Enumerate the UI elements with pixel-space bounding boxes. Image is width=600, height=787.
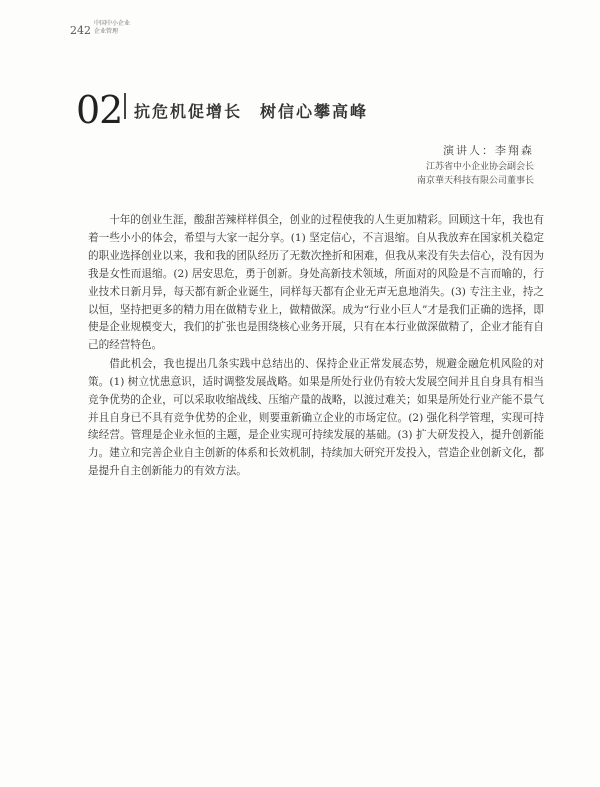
header-line: 中国中小企业	[94, 20, 131, 27]
speaker-role: 江苏省中小企业协会副会长	[425, 162, 534, 172]
paragraph: 借此机会，我也提出几条实践中总结出的、保持企业正常发展态势，规避金融危机风险的对策。(1) 树立忧患意识，适时调整发展战略。如果是所处行业仍有较大发展空间并且自身具有相当竞争优势的企业，可以采取收缩战线、压缩产量的战略，以渡过难关；如果是所处行业产能不景气并且自身已不具有竞争优势的企业，则要重新确立企业的市场定位。(2) 强化科学管理，实现可持续经营。管理是企业永恒的主题，是企业实现可持续发展的基础。(3) 扩大研发投入，提升创新能力。建立和完善企业自主创新的体系和长效机制，持续加大研究开发投入，营造企业创新文化，都是提升自主创新能力的有效方法。	[88, 357, 544, 478]
speaker-role: 南京華天科技有限公司董事长	[416, 176, 534, 186]
article-body	[88, 212, 544, 482]
page-number: 242	[70, 24, 91, 37]
speaker-name: 演讲人：李翔森	[443, 144, 534, 157]
chapter-number: 02	[76, 88, 123, 132]
paragraph: 十年的创业生涯，酸甜苦辣样样俱全，创业的过程使我的人生更加精彩。回顾这十年，我也有着一些小小的体会，希望与大家一起分享。(1) 坚定信心，不言退缩。自从我放弃在国家机关稳定的职业选择创业以来，我和我的团队经历了无数次挫折和困难，但我从来没有失去信心，没有因为我是女性而退缩。(2) 居安思危，勇于创新。身处高新技术领域，所面对的风险是不言而喻的，行业技术日新月异，每天都有新企业诞生，同样每天都有企业无声无息地消失。(3) 专注主业，持之以恒，坚持把更多的精力用在做精专业上，做精做深。成为“行业小巨人”才是我们正确的选择，即使是企业规模变大，我们的扩张也是围绕核心业务开展，只有在本行业做深做精了，企业才能有自己的经营特色。	[88, 214, 544, 352]
byline	[417, 144, 534, 188]
chapter-title: 抗危机促增长 树信心攀高峰	[134, 102, 369, 121]
header-line: 企业管理	[94, 28, 119, 35]
title-divider	[124, 93, 126, 119]
header-text	[94, 20, 130, 36]
